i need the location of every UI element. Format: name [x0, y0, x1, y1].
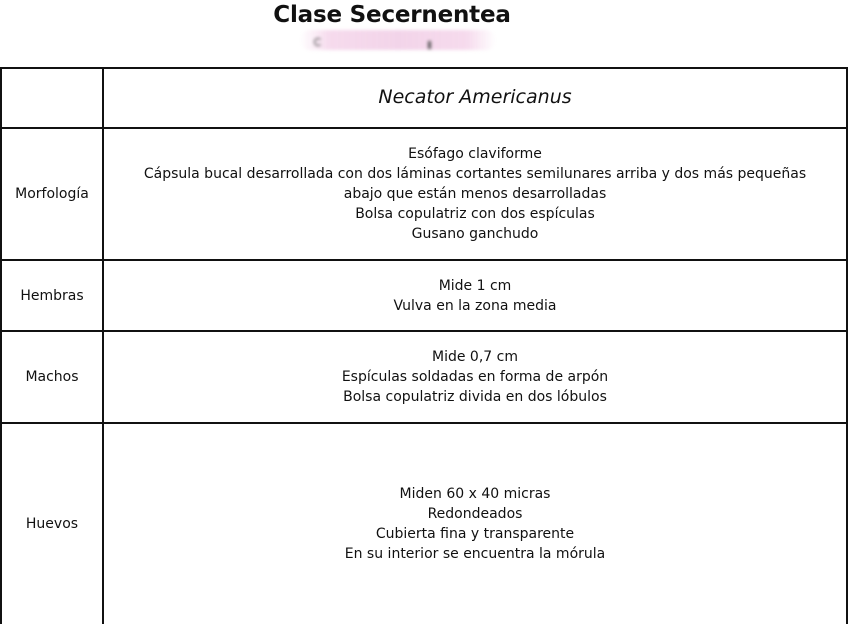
row-content-huevos — [103, 423, 847, 624]
row-content-machos — [103, 331, 847, 423]
row-content-morfologia — [103, 128, 847, 260]
row-label-morfologia: Morfología — [1, 128, 103, 260]
species-name: Necator Americanus — [378, 86, 572, 108]
row-content-hembras — [103, 260, 847, 331]
content-line: abajo que están menos desarrolladas — [343, 186, 607, 202]
row-label-huevos: Huevos — [1, 423, 103, 624]
content-line: En su interior se encuentra la mórula — [344, 546, 606, 562]
content-line: Miden 60 x 40 micras — [399, 486, 551, 502]
table-header-row — [1, 68, 847, 128]
content-line: Cápsula bucal desarrollada con dos láminas cortantes semilunares arriba y dos más pequeñas — [143, 166, 807, 182]
species-header-cell — [103, 68, 847, 128]
content-line: Esófago claviforme — [408, 146, 542, 162]
table-row-huevos — [1, 423, 847, 624]
content-line: Bolsa copulatriz divida en dos lóbulos — [343, 389, 607, 405]
species-table — [0, 67, 848, 624]
content-line: Mide 1 cm — [438, 277, 512, 294]
header-corner-cell — [1, 68, 103, 128]
content-line: Redondeados — [427, 506, 523, 522]
table-row-hembras — [1, 260, 847, 331]
content-line: Cubierta fina y transparente — [375, 526, 575, 542]
content-line: Espículas soldadas en forma de arpón — [341, 369, 609, 385]
page-title: Clase Secernentea — [273, 2, 511, 28]
content-line: Vulva en la zona media — [393, 297, 557, 314]
content-line: Bolsa copulatriz con dos espículas — [355, 206, 595, 222]
highlighted-subtitle-smudge — [300, 30, 496, 50]
row-label-hembras: Hembras — [1, 260, 103, 331]
table-row-machos — [1, 331, 847, 423]
content-line: Mide 0,7 cm — [432, 349, 518, 365]
table-row-morfologia — [1, 128, 847, 260]
row-label-machos: Machos — [1, 331, 103, 423]
content-line: Gusano ganchudo — [411, 226, 539, 242]
